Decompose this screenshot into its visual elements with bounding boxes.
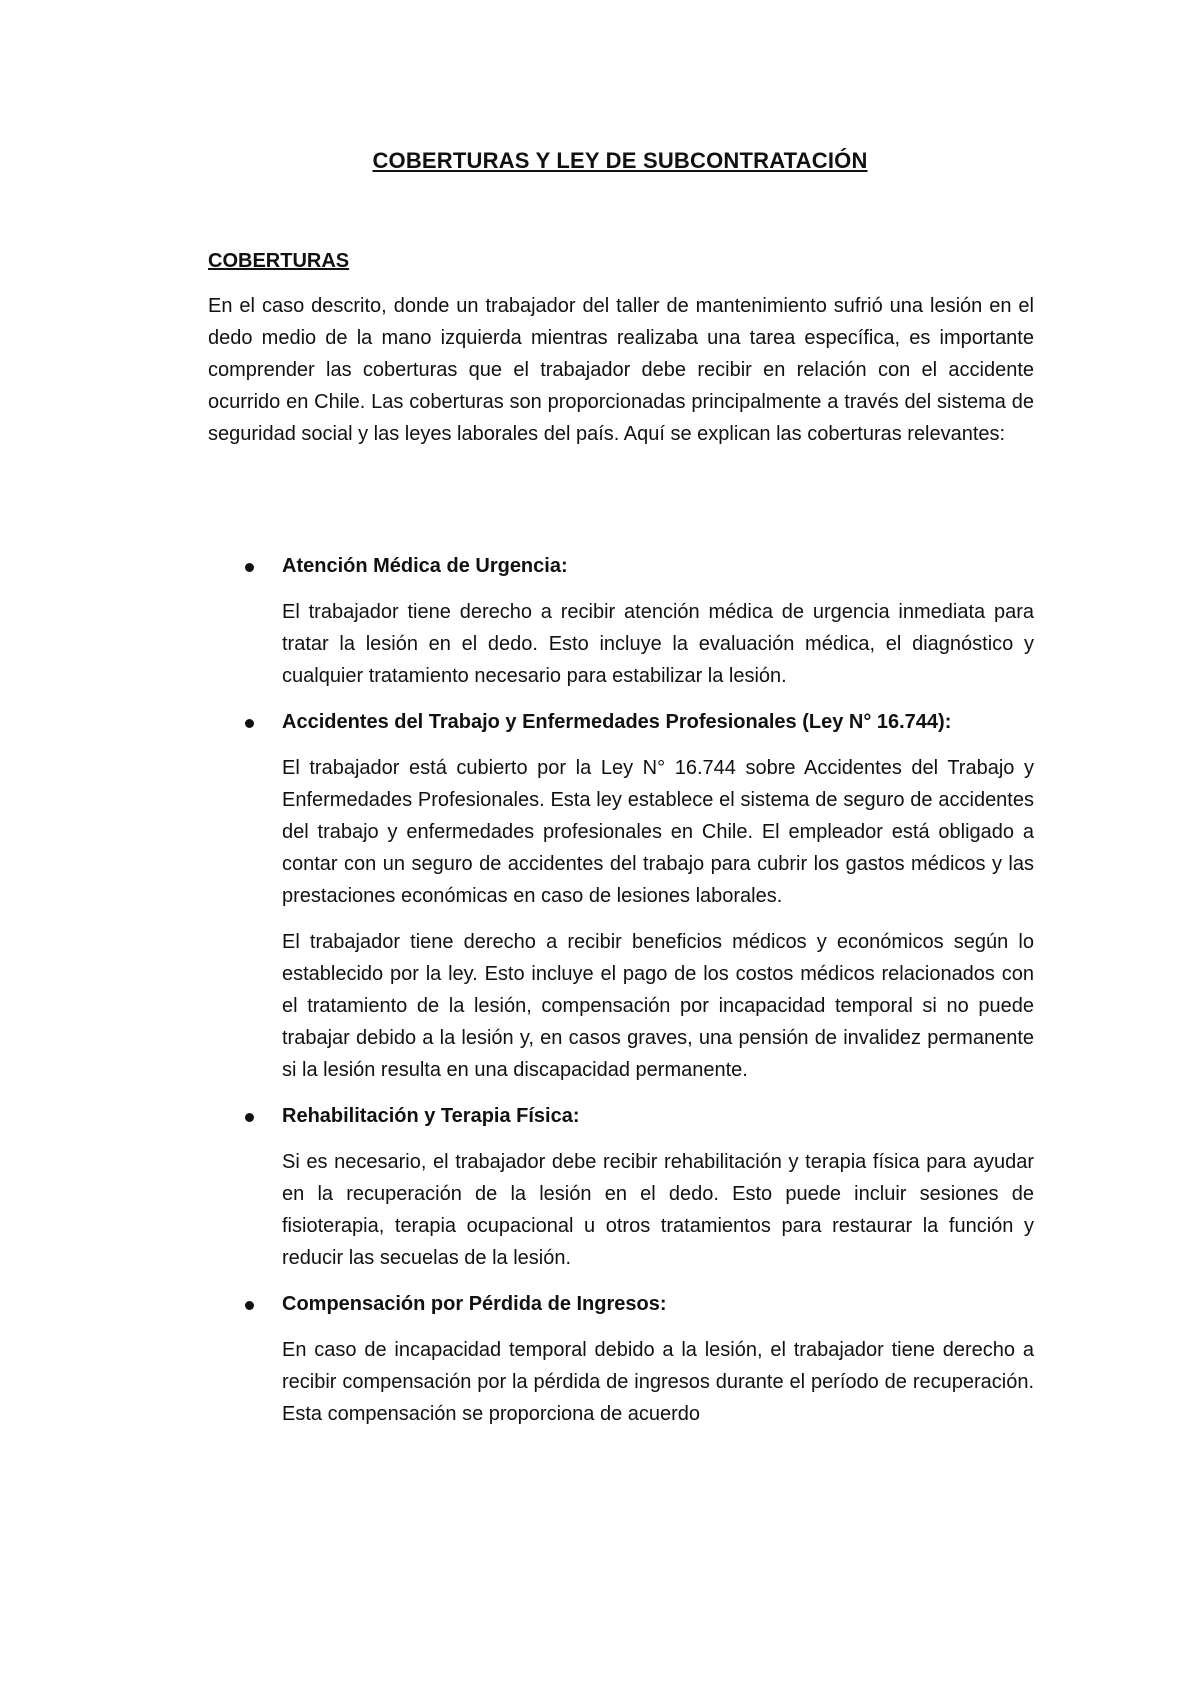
item-paragraph: En caso de incapacidad temporal debido a la lesión, el trabajador tiene derecho a recibir compensación por la pérdida de ingresos durante el período de recuperación. Esta compensación se proporciona de acuerdo <box>282 1339 1034 1425</box>
item-title: Rehabilitación y Terapia Física: <box>282 1105 580 1127</box>
item-title: Atención Médica de Urgencia: <box>282 555 568 577</box>
bullet-icon <box>245 1301 254 1310</box>
item-title: Accidentes del Trabajo y Enfermedades Profesionales (Ley N° 16.744): <box>282 711 952 733</box>
list-item <box>0 550 1034 692</box>
bullet-icon <box>245 1113 254 1122</box>
list-item <box>0 1288 1034 1430</box>
item-title: Compensación por Pérdida de Ingresos: <box>282 1293 667 1315</box>
item-paragraph: Si es necesario, el trabajador debe recibir rehabilitación y terapia física para ayudar en la recuperación de la lesión en el dedo. Esto puede incluir sesiones de fisioterapia, terapia ocupacional u otros tratamientos para restaurar la función y reducir las secuelas de la lesión. <box>282 1151 1034 1269</box>
list-item <box>0 1100 1034 1274</box>
bullet-icon <box>245 719 254 728</box>
item-paragraph: El trabajador está cubierto por la Ley N° 16.744 sobre Accidentes del Trabajo y Enfermedades Profesionales. Esta ley establece el sistema de seguro de accidentes del trabajo y enfermedades profesionales en Chile. El empleador está obligado a contar con un seguro de accidentes del trabajo para cubrir los gastos médicos y las prestaciones económicas en caso de lesiones laborales. <box>282 757 1034 907</box>
list-item <box>0 706 1034 1086</box>
section-heading-coberturas: COBERTURAS <box>208 250 350 272</box>
intro-paragraph: En el caso descrito, donde un trabajador del taller de mantenimiento sufrió una lesión en el dedo medio de la mano izquierda mientras realizaba una tarea específica, es importante comprender las coberturas que el trabajador debe recibir en relación con el accidente ocurrido en Chile. Las coberturas son proporcionadas principalmente a través del sistema de seguridad social y las leyes laborales del país. Aquí se explican las coberturas relevantes: <box>208 295 1034 445</box>
document-title: COBERTURAS Y LEY DE SUBCONTRATACIÓN <box>372 148 868 173</box>
item-paragraph: El trabajador tiene derecho a recibir beneficios médicos y económicos según lo establecido por la ley. Esto incluye el pago de los costos médicos relacionados con el tratamiento de la lesión, compensación por incapacidad temporal si no puede trabajar debido a la lesión y, en casos graves, una pensión de invalidez permanente si la lesión resulta en una discapacidad permanente. <box>282 931 1034 1081</box>
bullet-icon <box>245 563 254 572</box>
item-paragraph: El trabajador tiene derecho a recibir atención médica de urgencia inmediata para tratar la lesión en el dedo. Esto incluye la evaluación médica, el diagnóstico y cualquier tratamiento necesario para estabilizar la lesión. <box>282 601 1034 687</box>
coverage-list <box>0 550 1200 1444</box>
